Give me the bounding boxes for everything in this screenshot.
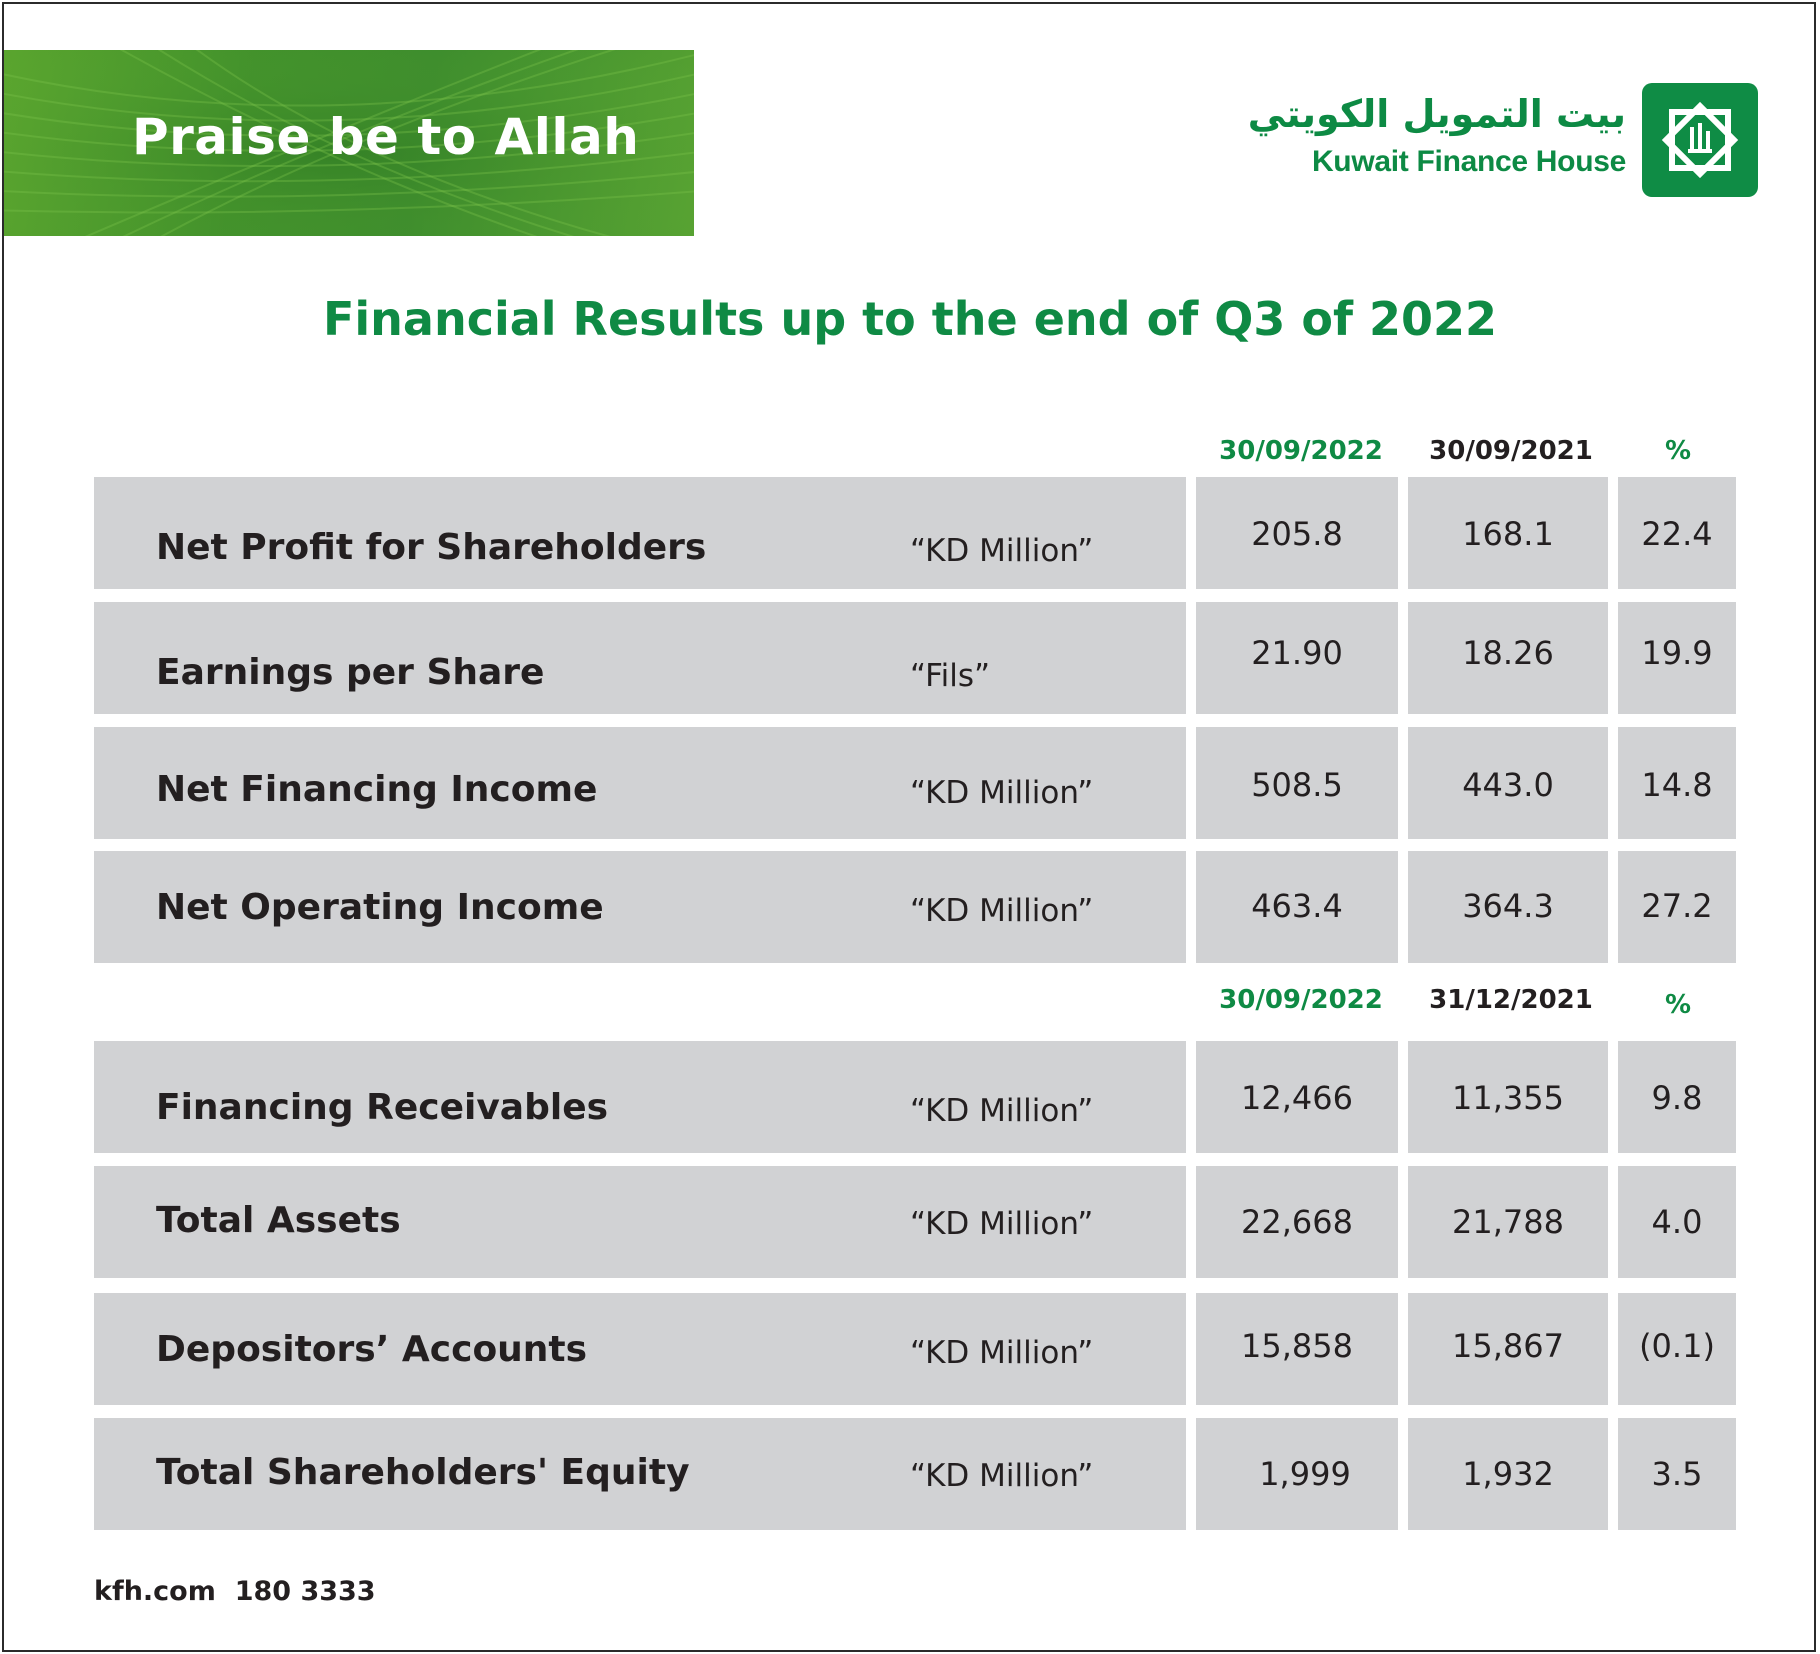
- percent-value: 19.9: [1641, 634, 1713, 672]
- row-label-cell: [94, 1418, 1186, 1530]
- percent-value: (0.1): [1639, 1327, 1715, 1365]
- previous-value-cell: [1408, 1293, 1608, 1405]
- percent-value-cell: [1618, 602, 1736, 714]
- header-percent: %: [1664, 436, 1692, 466]
- previous-value: 21,788: [1452, 1203, 1564, 1241]
- percent-value: 22.4: [1641, 515, 1713, 553]
- row-unit: “KD Million”: [910, 533, 1094, 569]
- percent-value-cell: [1618, 727, 1736, 839]
- current-value-cell: [1196, 727, 1398, 839]
- previous-value: 11,355: [1452, 1079, 1564, 1117]
- previous-value-cell: [1408, 1418, 1608, 1530]
- previous-value: 18.26: [1462, 634, 1554, 672]
- previous-value-cell: [1408, 727, 1608, 839]
- previous-value: 364.3: [1462, 887, 1554, 925]
- percent-value: 9.8: [1651, 1079, 1703, 1117]
- row-label-cell: [94, 1293, 1186, 1405]
- previous-value: 443.0: [1462, 766, 1554, 804]
- percent-value: 27.2: [1641, 887, 1713, 925]
- current-value: 21.90: [1251, 634, 1343, 672]
- current-value: 12,466: [1241, 1079, 1353, 1117]
- previous-value: 1,932: [1462, 1455, 1554, 1493]
- previous-value: 15,867: [1452, 1327, 1564, 1365]
- row-unit: “KD Million”: [910, 1335, 1094, 1371]
- current-value: 463.4: [1251, 887, 1343, 925]
- current-value-cell: [1196, 1418, 1398, 1530]
- current-value-cell: [1196, 851, 1398, 963]
- percent-value: 14.8: [1641, 766, 1713, 804]
- kfh-logo-icon: [1642, 83, 1758, 197]
- row-label: Net Financing Income: [156, 769, 598, 810]
- row-unit: “KD Million”: [910, 893, 1094, 929]
- footer-contact: [94, 1576, 376, 1607]
- row-label-cell: [94, 851, 1186, 963]
- row-label: Financing Receivables: [156, 1087, 609, 1128]
- percent-value-cell: [1618, 1418, 1736, 1530]
- logo-arabic-text: بيت التمويل الكويتي: [1247, 92, 1626, 136]
- percent-value-cell: [1618, 851, 1736, 963]
- row-label-cell: [94, 1166, 1186, 1278]
- row-unit: “Fils”: [910, 658, 991, 694]
- row-unit: “KD Million”: [910, 1458, 1094, 1494]
- row-label: Total Assets: [156, 1200, 401, 1241]
- row-unit: “KD Million”: [910, 1093, 1094, 1129]
- logo-english-text: Kuwait Finance House: [1311, 145, 1626, 178]
- current-value: 22,668: [1241, 1203, 1353, 1241]
- previous-value-cell: [1408, 1166, 1608, 1278]
- header-current-date: 30/09/2022: [1219, 985, 1383, 1015]
- page-title: Financial Results up to the end of Q3 of 2022: [322, 292, 1498, 346]
- row-label-cell: [94, 602, 1186, 714]
- banner-title: Praise be to Allah: [132, 108, 640, 166]
- row-label: Net Operating Income: [156, 887, 604, 928]
- row-label: Total Shareholders' Equity: [156, 1452, 690, 1493]
- current-value: 15,858: [1241, 1327, 1353, 1365]
- header-percent: %: [1664, 990, 1692, 1020]
- current-value: 205.8: [1251, 515, 1343, 553]
- previous-value-cell: [1408, 477, 1608, 589]
- previous-value-cell: [1408, 851, 1608, 963]
- percent-value-cell: [1618, 1166, 1736, 1278]
- percent-value-cell: [1618, 477, 1736, 589]
- header-previous-date: 30/09/2021: [1429, 436, 1593, 466]
- banner: [4, 50, 694, 236]
- footer-website-link[interactable]: kfh.com: [94, 1576, 216, 1607]
- current-value-cell: [1196, 477, 1398, 589]
- row-label-cell: [94, 727, 1186, 839]
- current-value-cell: [1196, 1041, 1398, 1153]
- percent-value: 4.0: [1651, 1203, 1703, 1241]
- row-unit: “KD Million”: [910, 775, 1094, 811]
- percent-value-cell: [1618, 1041, 1736, 1153]
- header-previous-date: 31/12/2021: [1429, 985, 1593, 1015]
- footer-phone: 180 3333: [234, 1576, 376, 1607]
- row-unit: “KD Million”: [910, 1206, 1094, 1242]
- previous-value-cell: [1408, 1041, 1608, 1153]
- current-value-cell: [1196, 1293, 1398, 1405]
- current-value-cell: [1196, 1166, 1398, 1278]
- row-label: Net Profit for Shareholders: [156, 527, 707, 568]
- percent-value-cell: [1618, 1293, 1736, 1405]
- current-value: 1,999: [1259, 1455, 1351, 1493]
- row-label: Depositors’ Accounts: [156, 1329, 588, 1370]
- row-label: Earnings per Share: [156, 652, 545, 693]
- row-label-cell: [94, 477, 1186, 589]
- current-value-cell: [1196, 602, 1398, 714]
- current-value: 508.5: [1251, 766, 1343, 804]
- percent-value: 3.5: [1651, 1455, 1703, 1493]
- previous-value: 168.1: [1462, 515, 1554, 553]
- row-label-cell: [94, 1041, 1186, 1153]
- previous-value-cell: [1408, 602, 1608, 714]
- header-current-date: 30/09/2022: [1219, 436, 1383, 466]
